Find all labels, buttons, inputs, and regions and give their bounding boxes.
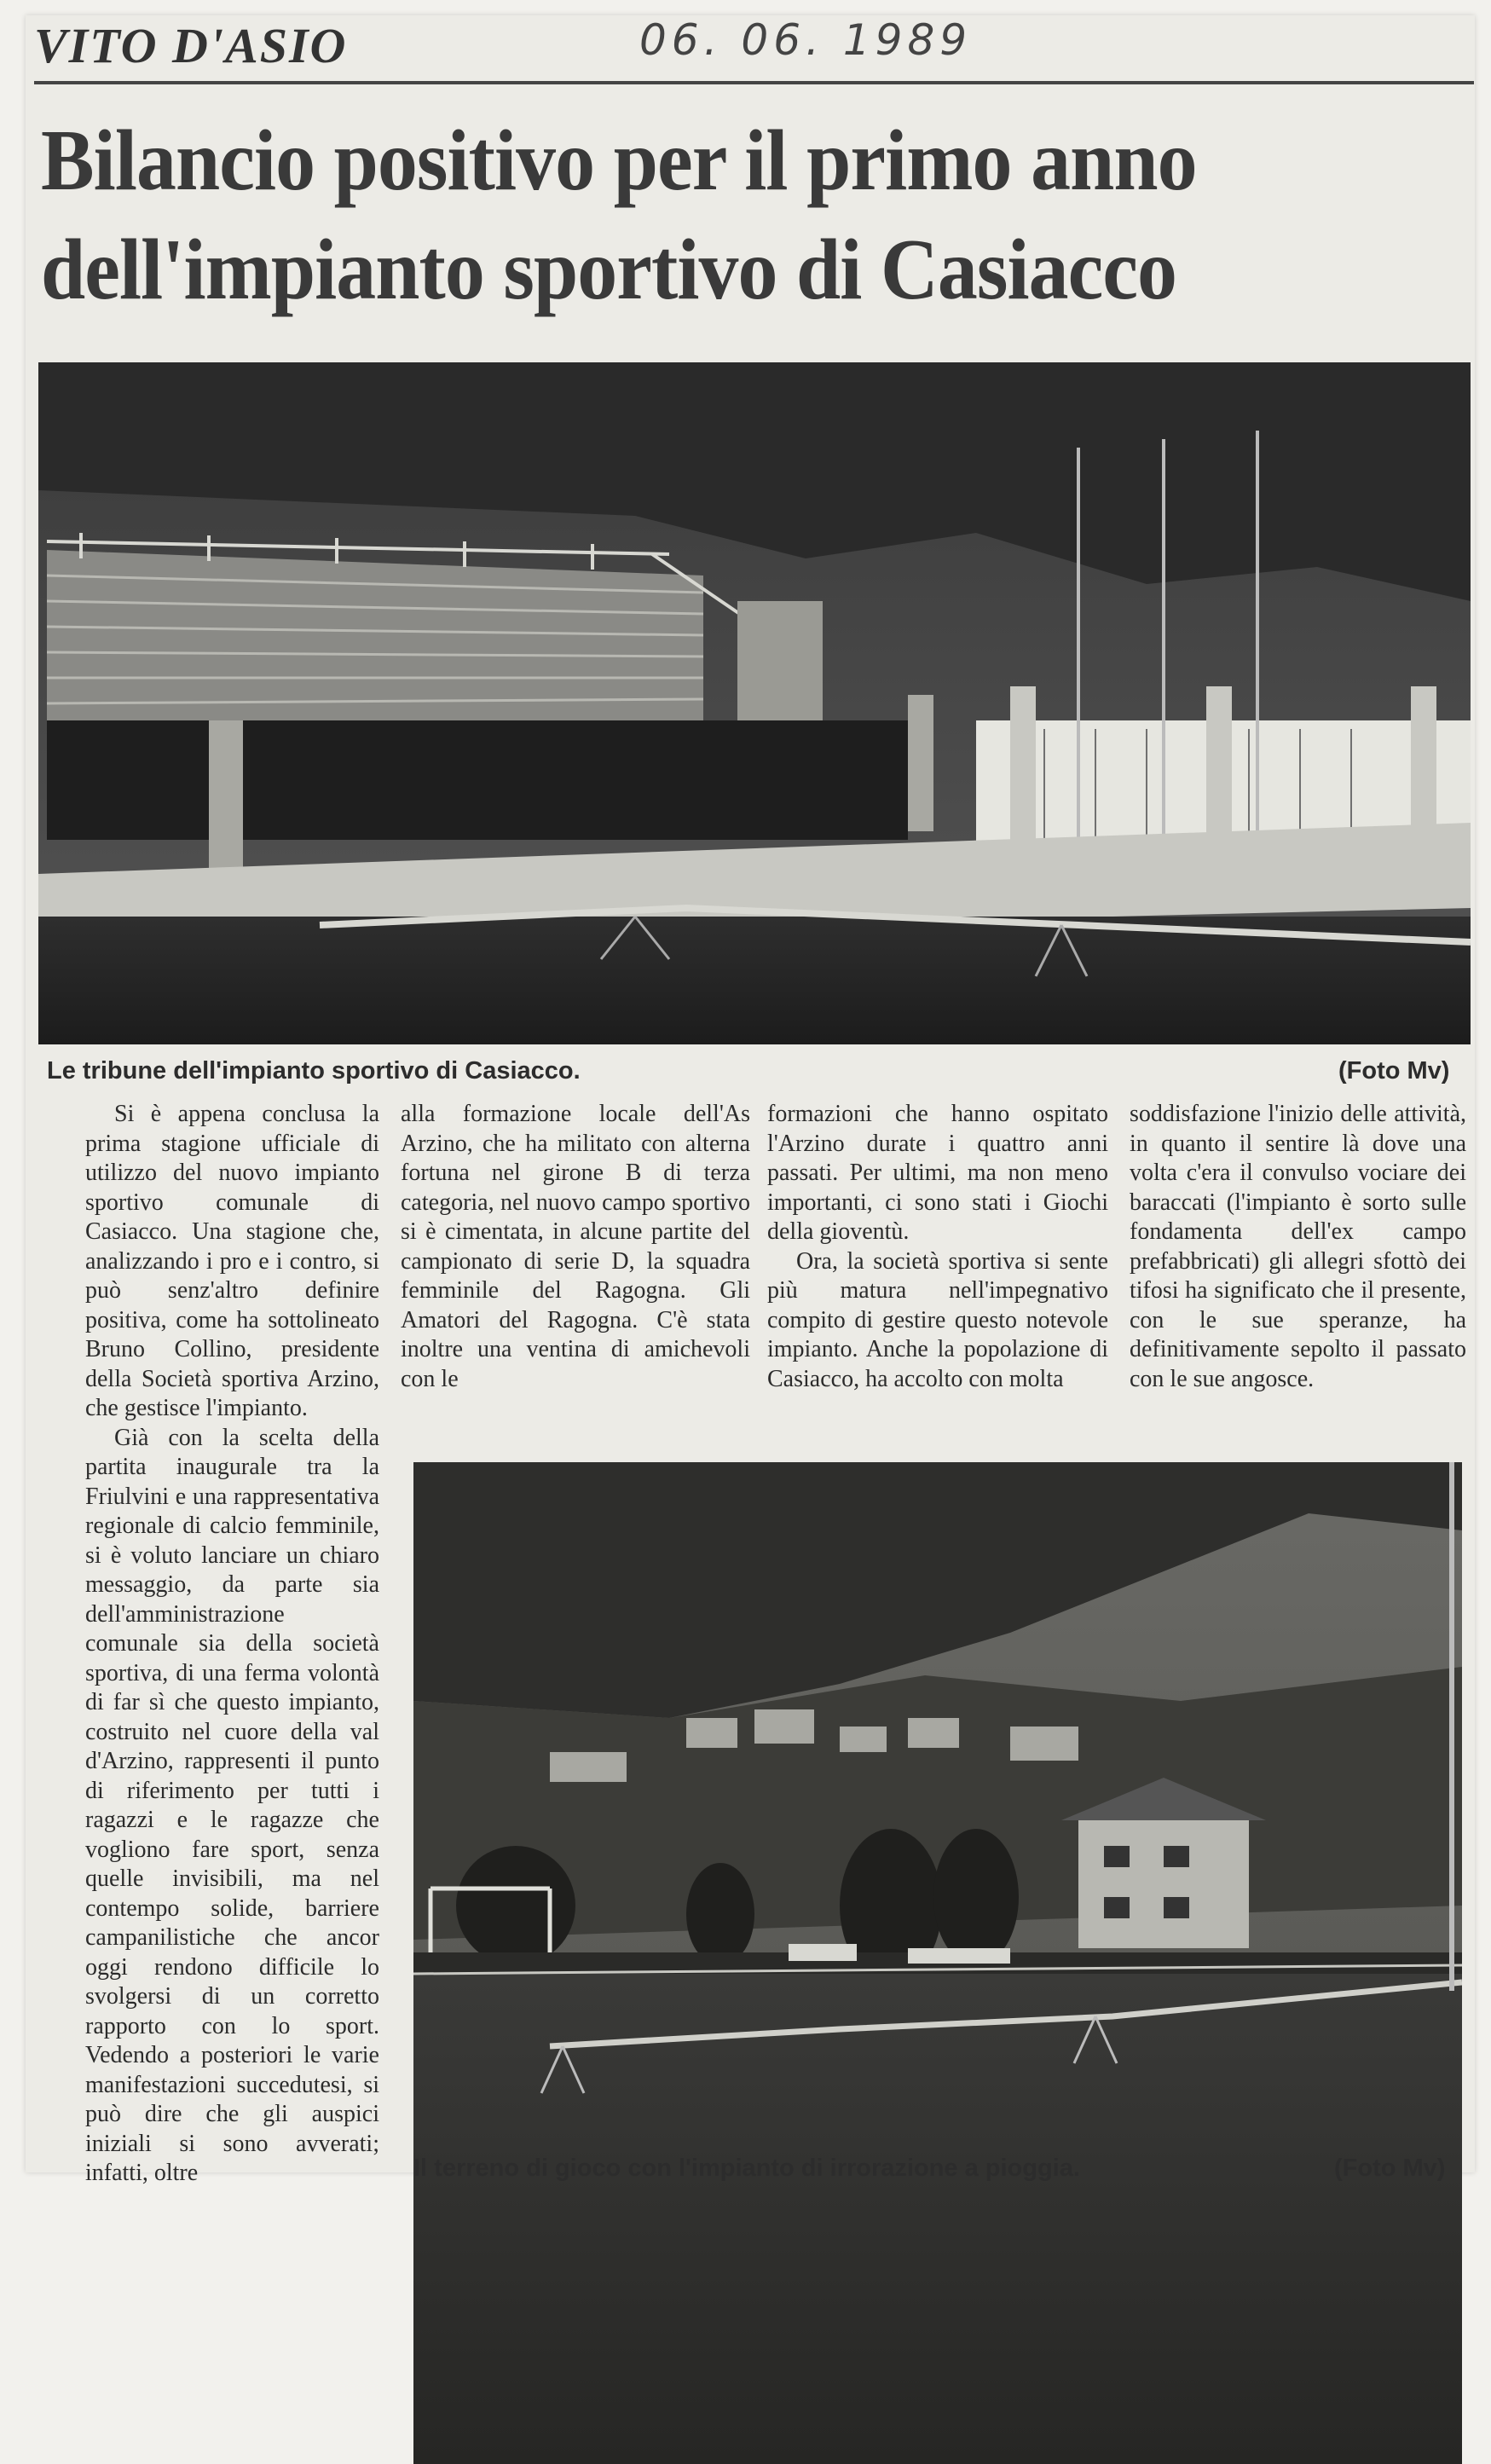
photo-field-image (413, 1462, 1462, 2464)
header-rule (34, 81, 1474, 84)
article-column-2 (401, 1100, 750, 1394)
article-column-4 (1130, 1100, 1466, 1394)
headline (41, 107, 1359, 325)
paragraph: Già con la scelta della partita inaugurale tra la Friulvini e una rappresentativa regionale di calcio femminile, si è voluto lanciare un chiaro messaggio, da parte sia dell'amministrazione comunale sia della società sportiva, di una ferma volontà di far sì che questo impianto, costruito nel cuore della val d'Arzino, rappresenti il punto di riferimento per tutti i ragazzi e le ragazze che vogliono fare sport, senza quelle invisibili, ma nel contempo solide, barriere campanilistiche che ancor oggi rendono difficile lo svolgersi di un corretto rapporto con lo sport. Vedendo a posteriori le varie manifestazioni succedutesi, si può dire che gli auspici iniziali si sono avverati; infatti, oltre (85, 1424, 379, 2186)
photo1-credit: (Foto Mv) (1338, 1057, 1450, 1085)
paragraph: Ora, la società sportiva si sente più matura nell'impegnativo compito di gestire questo notevole impianto. Anche la popolazione di Casiacco, ha accolto con molta (767, 1247, 1108, 1392)
headline-line-2: dell'impianto sportivo di Casiacco (41, 222, 1177, 318)
handwritten-date: 06. 06. 1989 (639, 15, 973, 65)
paragraph: Si è appena conclusa la prima stagione ufficiale di utilizzo del nuovo impianto sportivo comunale di Casiacco. Una stagione che, analizzando i pro e i contro, si può senz'altro definire positiva, come ha sottolineato Bruno Collino, presidente della Società sportiva Arzino, che gestisce l'impianto. (85, 1101, 379, 1421)
headline-line-1: Bilancio positivo per il primo anno (41, 113, 1197, 209)
photo-field (413, 1462, 1462, 2464)
article-column-3 (767, 1100, 1108, 1394)
photo2-caption: Il terreno di gioco con l'impianto di irrorazione a pioggia. (413, 2155, 1080, 2182)
photo2-credit: (Foto Mv) (1334, 2155, 1446, 2182)
photo1-caption: Le tribune dell'impianto sportivo di Casiacco. (47, 1057, 581, 1085)
article-column-1 (85, 1100, 379, 2189)
paragraph: alla formazione locale dell'As Arzino, che ha militato con alterna fortuna nel girone B di terza categoria, nel nuovo campo sportivo si è cimentata, in alcune partite del campionato di serie D, la squadra femminile del Ragogna. Gli Amatori del Ragogna. C'è stata inoltre una ventina di amichevoli con le (401, 1101, 750, 1392)
photo-stands-image (38, 362, 1471, 1044)
paragraph: formazioni che hanno ospitato l'Arzino durate i quattro anni passati. Per ultimi, ma non meno importanti, ci sono stati i Giochi della gioventù. (767, 1101, 1108, 1245)
section-label: VITO D'ASIO (34, 18, 348, 73)
photo-stands (38, 362, 1471, 1044)
paragraph: soddisfazione l'inizio delle attività, in quanto il sentire là dove una volta c'era il convulso vociare dei baraccati (l'impianto è sorto sulle fondamenta dell'ex campo prefabbricati) gli allegri sfottò dei tifosi ha significato che il presente, con le sue speranze, ha definitivamente sepolto il passato con le sue angosce. (1130, 1101, 1466, 1392)
